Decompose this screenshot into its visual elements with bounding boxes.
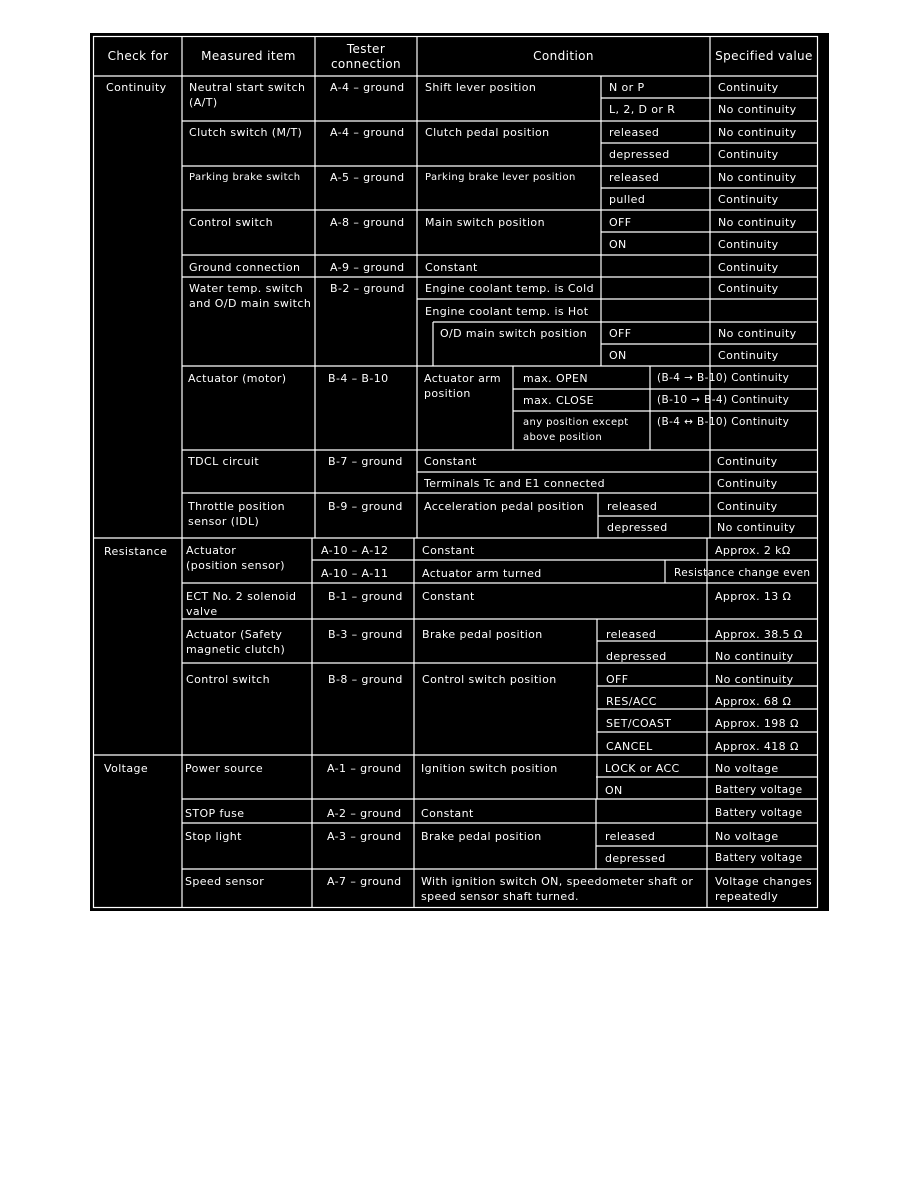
condition-state: released <box>609 126 660 139</box>
tester-connection: A-10 – A-12 <box>321 544 389 557</box>
tester-connection: B-3 – ground <box>328 628 403 641</box>
condition: Control switch position <box>422 673 557 686</box>
specified-value: Continuity <box>718 193 779 206</box>
measured-item: Actuator (position sensor) <box>186 544 285 572</box>
header-check-for: Check for <box>107 49 169 63</box>
spec-table <box>90 33 829 911</box>
measured-item: Speed sensor <box>185 875 265 888</box>
specified-value: Continuity <box>718 261 779 274</box>
condition-state: CANCEL <box>606 740 653 753</box>
measured-item: Control switch <box>186 673 270 686</box>
condition-state: ON <box>609 349 627 362</box>
tester-connection: B-9 – ground <box>328 500 403 513</box>
condition-state: depressed <box>609 148 670 161</box>
condition: Constant <box>425 261 478 274</box>
specified-value: No voltage <box>715 830 779 843</box>
specified-value: (B-4 → B-10) Continuity <box>657 372 790 384</box>
condition-state: released <box>606 628 657 641</box>
condition: Acceleration pedal position <box>424 500 585 513</box>
condition-state: pulled <box>609 193 646 206</box>
specified-value: Voltage changes repeatedly <box>715 875 812 903</box>
condition-state: L, 2, D or R <box>609 103 676 116</box>
specified-value: Continuity <box>717 500 778 513</box>
measured-item: TDCL circuit <box>188 455 260 468</box>
tester-connection: A-3 – ground <box>327 830 402 843</box>
specified-value: Approx. 418 Ω <box>715 740 799 753</box>
condition-state: ON <box>605 784 623 797</box>
condition-state: released <box>609 171 660 184</box>
measured-item: Power source <box>185 762 264 775</box>
header-specified-value: Specified value <box>715 49 813 63</box>
specified-value: No continuity <box>717 521 796 534</box>
condition-state: RES/ACC <box>606 695 657 708</box>
condition-state: OFF <box>609 216 632 229</box>
section-resistance: Resistance <box>104 545 168 558</box>
measured-item: Actuator (Safety magnetic clutch) <box>186 628 286 656</box>
condition-state: max. CLOSE <box>523 394 594 407</box>
specified-value: Continuity <box>717 477 778 490</box>
condition-state: max. OPEN <box>523 372 589 385</box>
condition-state: depressed <box>607 521 668 534</box>
condition: Main switch position <box>425 216 545 229</box>
specified-value: Battery voltage <box>715 852 803 864</box>
condition: Shift lever position <box>425 81 537 94</box>
specified-value: No continuity <box>718 171 797 184</box>
specified-value: Battery voltage <box>715 784 803 796</box>
tester-connection: A-8 – ground <box>330 216 405 229</box>
specified-value: Battery voltage <box>715 807 803 819</box>
condition-state: ON <box>609 238 627 251</box>
specified-value: Continuity <box>718 81 779 94</box>
specified-value: Continuity <box>718 238 779 251</box>
measured-item: Actuator (motor) <box>188 372 287 385</box>
header-tester-connection: Tester connection <box>330 41 402 71</box>
specified-value: Continuity <box>718 282 779 295</box>
tester-connection: A-1 – ground <box>327 762 402 775</box>
condition-state: any position except above position <box>523 417 629 443</box>
specified-value: No continuity <box>718 126 797 139</box>
specified-value: Approx. 2 kΩ <box>715 544 791 557</box>
condition: Clutch pedal position <box>425 126 550 139</box>
condition-state: OFF <box>609 327 632 340</box>
measured-item: Water temp. switch and O/D main switch <box>189 282 312 310</box>
specified-value: Approx. 68 Ω <box>715 695 792 708</box>
tester-connection: B-1 – ground <box>328 590 403 603</box>
condition: O/D main switch position <box>440 327 588 340</box>
condition-state: depressed <box>606 650 667 663</box>
tester-connection: B-2 – ground <box>330 282 405 295</box>
measured-item: Control switch <box>189 216 273 229</box>
condition: Brake pedal position <box>422 628 543 641</box>
condition: Engine coolant temp. is Cold <box>425 282 594 295</box>
condition: Engine coolant temp. is Hot <box>425 305 589 318</box>
condition-state: SET/COAST <box>606 717 672 730</box>
tester-connection: A-4 – ground <box>330 81 405 94</box>
tester-connection: A-5 – ground <box>330 171 405 184</box>
condition-state: LOCK or ACC <box>605 762 680 775</box>
measured-item: STOP fuse <box>185 807 245 820</box>
specified-value: Continuity <box>718 349 779 362</box>
tester-connection: B-4 – B-10 <box>328 372 389 385</box>
measured-item: Stop light <box>185 830 242 843</box>
header-measured-item: Measured item <box>201 49 296 63</box>
section-voltage: Voltage <box>104 762 149 775</box>
condition-state: depressed <box>605 852 666 865</box>
tester-connection: B-8 – ground <box>328 673 403 686</box>
measured-item: Parking brake switch <box>189 172 301 183</box>
specified-value: Continuity <box>717 455 778 468</box>
header-condition: Condition <box>533 49 594 63</box>
measured-item: Neutral start switch (A/T) <box>189 81 306 109</box>
measured-item: Clutch switch (M/T) <box>189 126 303 139</box>
condition-state: N or P <box>609 81 645 94</box>
condition-state: released <box>607 500 658 513</box>
specified-value: Approx. 13 Ω <box>715 590 792 603</box>
specified-value: No continuity <box>718 216 797 229</box>
condition: Actuator arm turned <box>422 567 542 580</box>
specified-value: Approx. 198 Ω <box>715 717 799 730</box>
tester-connection: A-4 – ground <box>330 126 405 139</box>
specified-value: Approx. 38.5 Ω <box>715 628 803 641</box>
condition: Constant <box>422 544 475 557</box>
condition: Brake pedal position <box>421 830 542 843</box>
condition: With ignition switch ON, speedometer shaft or speed sensor shaft turned. <box>421 875 694 903</box>
measured-item: Throttle position sensor (IDL) <box>188 500 286 528</box>
section-continuity: Continuity <box>106 81 167 94</box>
tester-connection: A-10 – A-11 <box>321 567 389 580</box>
specified-value: No continuity <box>715 673 794 686</box>
condition-state: released <box>605 830 656 843</box>
condition: Actuator arm position <box>424 372 502 400</box>
specified-value: No continuity <box>718 103 797 116</box>
tester-connection: A-2 – ground <box>327 807 402 820</box>
condition: Constant <box>422 590 475 603</box>
condition: Parking brake lever position <box>425 172 576 183</box>
specified-value: (B-4 ↔ B-10) Continuity <box>657 416 790 428</box>
tester-connection: A-9 – ground <box>330 261 405 274</box>
specified-value: (B-10 → B-4) Continuity <box>657 394 790 406</box>
condition-state: OFF <box>606 673 629 686</box>
condition: Ignition switch position <box>421 762 558 775</box>
specified-value: No voltage <box>715 762 779 775</box>
measured-item: Ground connection <box>189 261 301 274</box>
measured-item: ECT No. 2 solenoid valve <box>186 590 297 618</box>
specified-value: No continuity <box>718 327 797 340</box>
condition: Constant <box>424 455 477 468</box>
condition: Constant <box>421 807 474 820</box>
specified-value: Resistance change even <box>674 567 811 579</box>
specified-value: No continuity <box>715 650 794 663</box>
specified-value: Continuity <box>718 148 779 161</box>
tester-connection: B-7 – ground <box>328 455 403 468</box>
tester-connection: A-7 – ground <box>327 875 402 888</box>
condition: Terminals Tc and E1 connected <box>424 477 605 490</box>
